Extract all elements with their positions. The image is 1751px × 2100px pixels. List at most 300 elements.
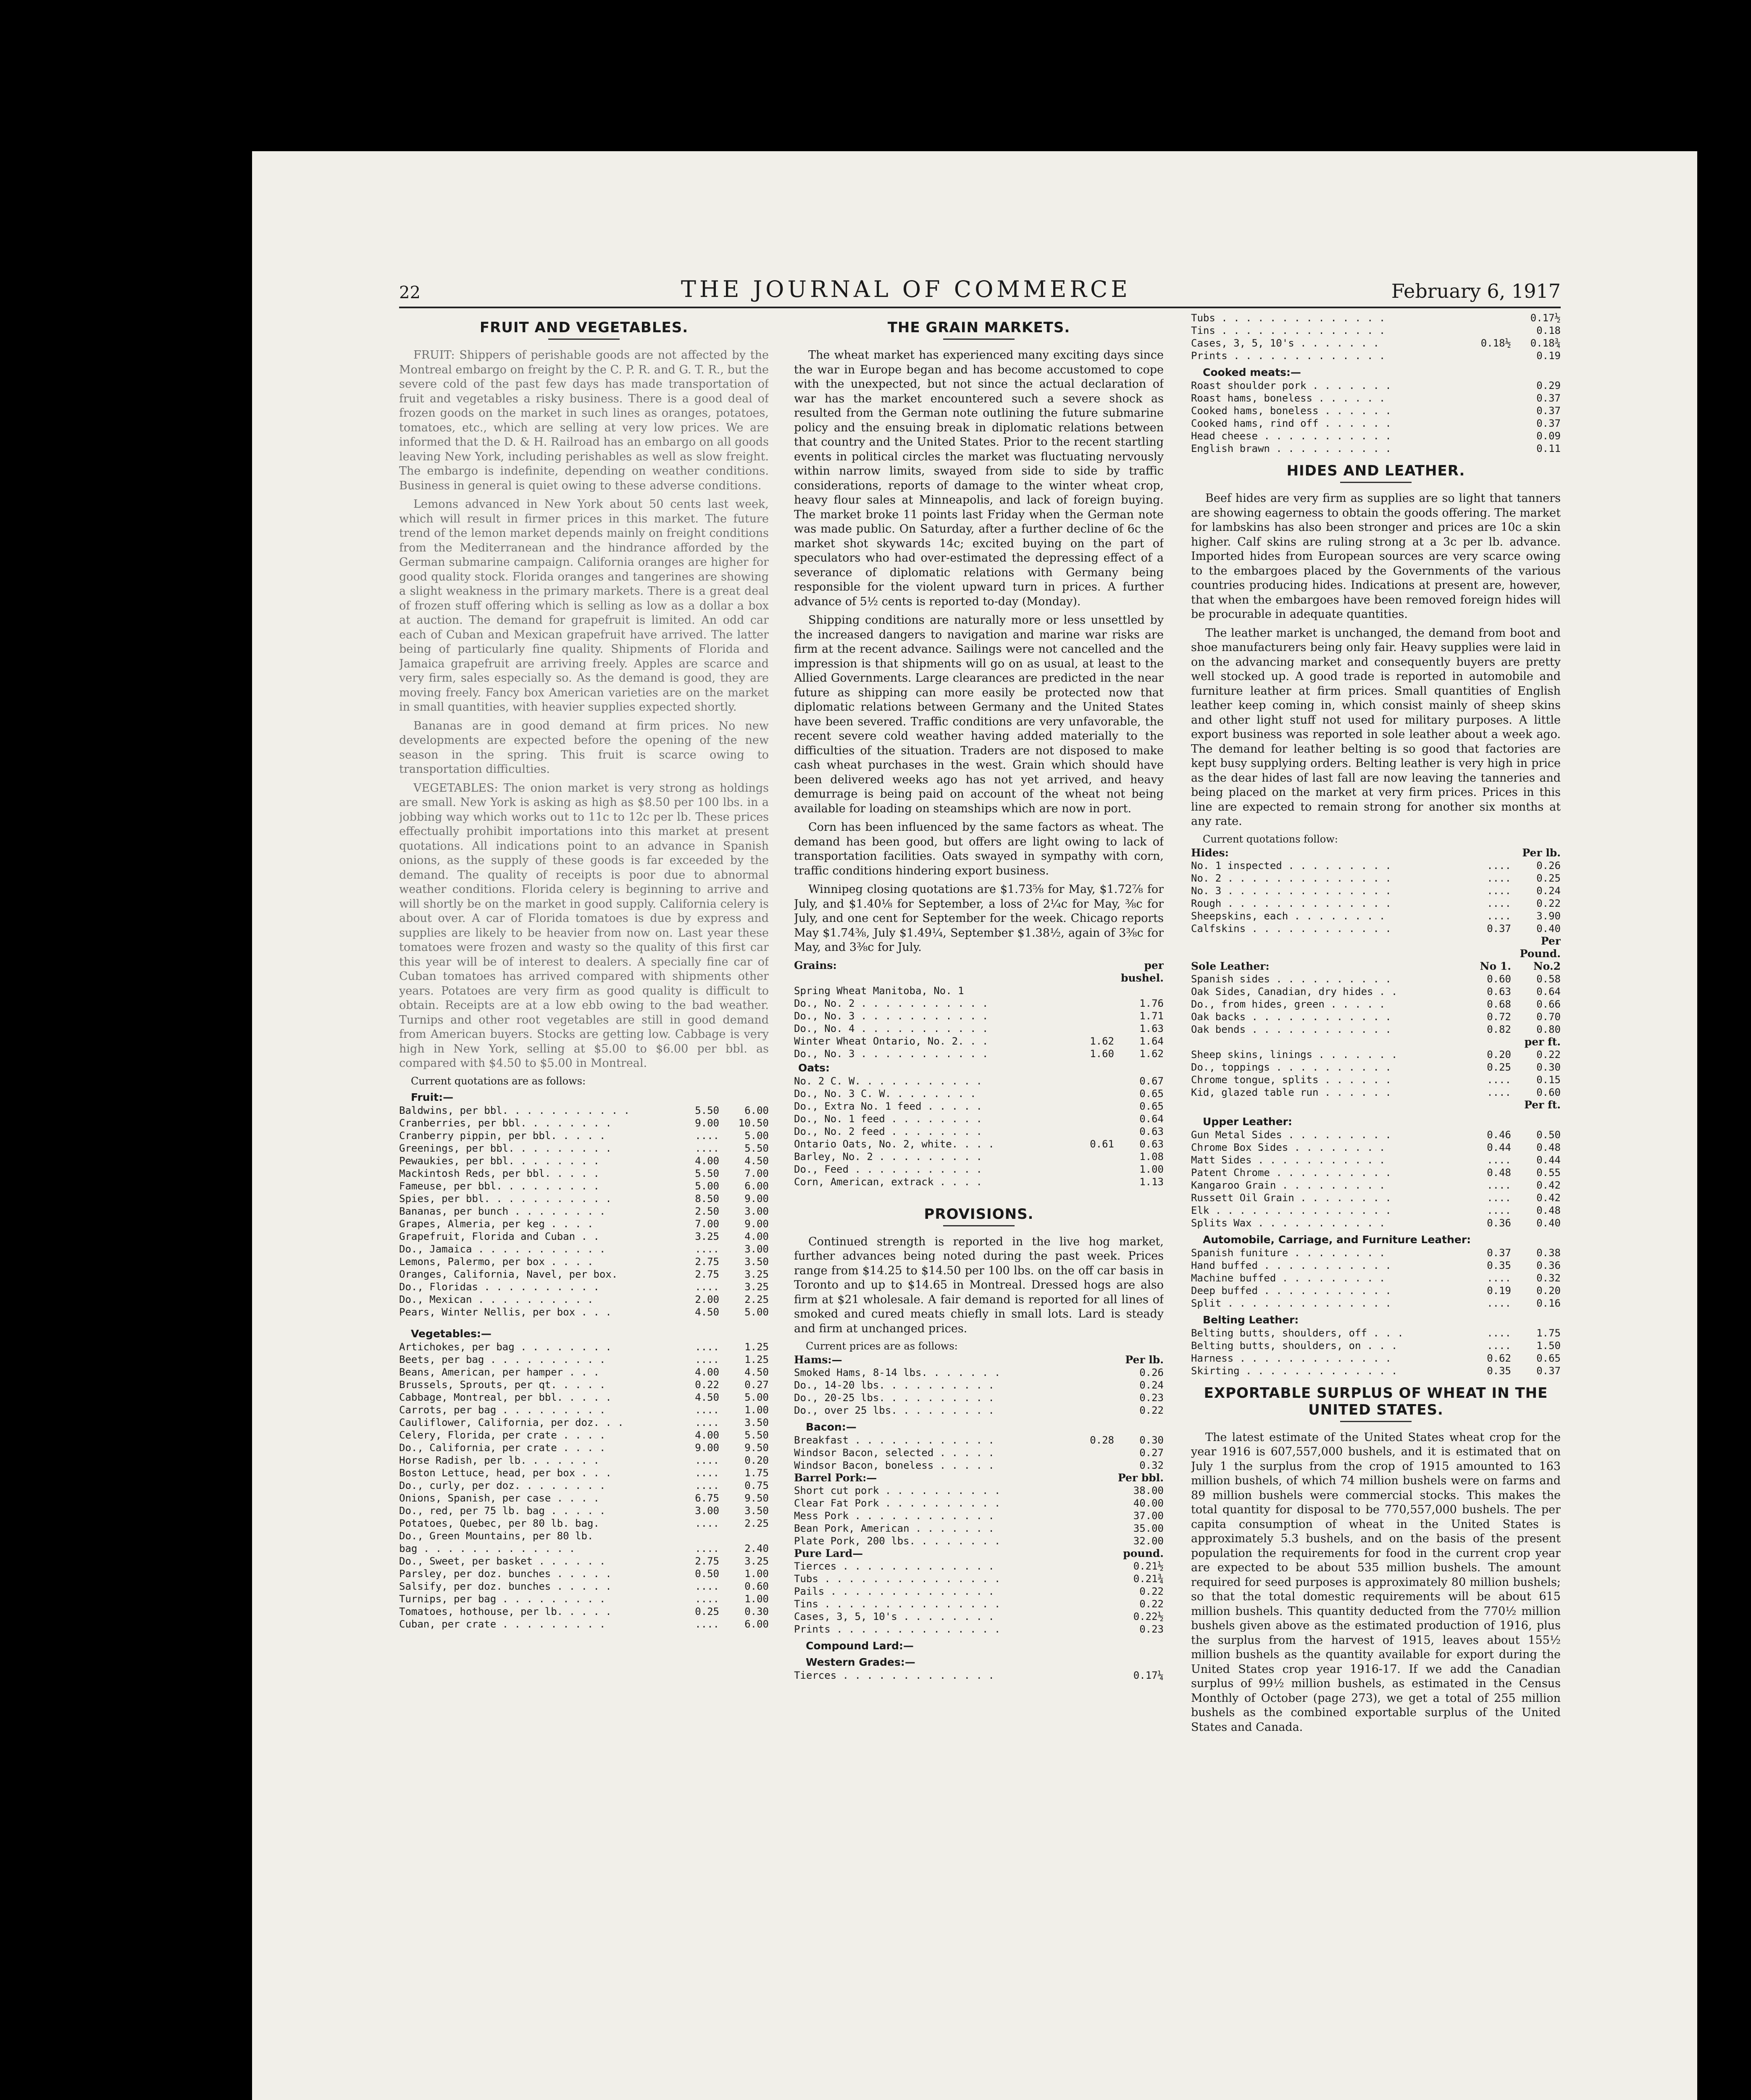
price-high: 0.21¾	[1133, 1573, 1164, 1585]
price-low: ....	[695, 1580, 719, 1592]
price-high: 0.24	[1536, 885, 1561, 897]
price-high: 0.22	[1139, 1586, 1164, 1597]
price-high: 2.25	[744, 1293, 769, 1305]
price-low: 0.63	[1487, 985, 1511, 998]
price-low: ....	[695, 1341, 719, 1353]
price-high: 0.64	[1536, 985, 1561, 998]
item-name: Do., No. 3 . . . . . . . . . . .	[794, 1047, 989, 1060]
price-low	[1068, 1509, 1114, 1522]
price-low: ....	[1487, 1086, 1511, 1098]
item-name: Cases, 3, 5, 10's . . . . . . .	[1191, 337, 1379, 349]
price-low	[1465, 379, 1511, 392]
item-name: Do., Floridas . . . . . . . . . .	[399, 1281, 599, 1293]
price-high: 0.67	[1139, 1075, 1164, 1087]
sole-leather-header	[1191, 960, 1561, 973]
sole-leather-table	[1191, 973, 1561, 1036]
price-low: ....	[695, 1479, 719, 1491]
price-low: ....	[1487, 1179, 1511, 1191]
fruit-heading: Fruit:—	[411, 1091, 454, 1103]
price-low: ....	[695, 1142, 719, 1154]
item-name: Do., Sweet, per basket . . . . . .	[399, 1555, 606, 1567]
vegetables-paragraph: VEGETABLES: The onion market is very strong as holdings are small. New York is asking as high as $8.50 per 100 lbs. in a jobbing way which works out to 11c to 12c per lb. These prices effectually prohibit importations into this market at present quotations. All indications point to an advance in Spanish onions, as the supply of these goods is far exceeded by the demand. The quality of receipts is poor due to abnormal weather conditions. Florida celery is beginning to arrive and will shortly be on the market in good supply. California celery is about over. A car of Florida tomatoes is due by express and supplies are likely to be heavier from now on. Last year these tomatoes were frozen and wasty so the quality of this first car this year will be of interest to dealers. A specially fine car of Cuban tomatoes has arrived compared with shipments other years. Potatoes are very firm as good quality is difficult to obtain. Receipts are at a low ebb owing to the bad weather. Turnips and other root vegetables are still in good demand from American buyers. Stocks are getting low. Cabbage is very high in New York, selling at $5.00 to $6.00 per bbl. as compared with $4.50 to $5.00 in Montreal.	[399, 781, 769, 1070]
price-low	[1068, 1176, 1114, 1188]
item-name: Tomatoes, hothouse, per lb. . . . .	[399, 1605, 612, 1617]
item-name: Do., Feed . . . . . . . . . . .	[794, 1163, 982, 1175]
price-high: 3.00	[744, 1205, 769, 1217]
column-1	[399, 312, 769, 2100]
fruit-paragraph: FRUIT: Shippers of perishable goods are not affected by the Montreal embargo on freight by the C. P. R. and G. T. R., but the severe cold of the past few days has made transportation of fruit and vegetables a risky business. There is a good deal of frozen goods on the market in such lines as oranges, potatoes, tomatoes, etc., which are selling at very low prices. We are informed that the D. & H. Railroad has an embargo on all goods leaving New York, including perishables as well as slow freight. The embargo is indefinite, depending on weather conditions. Business in general is quiet owing to these adverse conditions.	[399, 349, 769, 492]
price-low: 4.00	[695, 1155, 719, 1167]
price-low: 9.00	[695, 1117, 719, 1129]
price-high: 5.50	[744, 1142, 769, 1154]
item-name: Do., Jamaica . . . . . . . . . . .	[399, 1243, 606, 1255]
price-low: ....	[1487, 897, 1511, 909]
price-high: 0.65	[1536, 1352, 1561, 1364]
price-low	[1068, 984, 1114, 997]
price-high: 0.17½	[1530, 312, 1561, 324]
price-high: 0.26	[1536, 859, 1561, 872]
item-name: Sheepskins, each . . . . . . . .	[1191, 910, 1386, 922]
item-name: Cranberry pippin, per bbl. . . . .	[399, 1129, 606, 1142]
price-high: 0.66	[1536, 998, 1561, 1010]
price-high: 0.11	[1536, 443, 1561, 454]
cooked-meats-table	[1191, 379, 1561, 455]
hides-heading: Hides:	[1191, 846, 1229, 859]
vegetables-table	[399, 1341, 769, 1630]
price-low: 0.37	[1487, 1247, 1511, 1259]
price-low: ....	[1487, 885, 1511, 897]
pure-lard-heading: Pure Lard—	[794, 1547, 863, 1559]
price-high: 0.24	[1139, 1379, 1164, 1391]
price-high: 0.27	[744, 1378, 769, 1391]
price-high: 1.62	[1139, 1047, 1164, 1060]
price-low: ....	[1487, 1154, 1511, 1166]
price-low: 0.62	[1487, 1352, 1511, 1364]
title-rule	[1340, 482, 1412, 483]
per-lb-label: Per lb.	[1125, 1354, 1164, 1366]
price-high: 0.25	[1536, 872, 1561, 884]
price-high: 0.30	[1536, 1061, 1561, 1073]
price-high: 3.25	[744, 1281, 769, 1293]
price-high: 0.40	[1536, 922, 1561, 934]
price-low	[1465, 312, 1511, 324]
item-name: Horse Radish, per lb. . . . . . .	[399, 1454, 599, 1466]
item-name: Mackintosh Reds, per bbl. . . . .	[399, 1167, 599, 1179]
item-name: Celery, Florida, per crate . . . .	[399, 1429, 606, 1441]
price-low	[1465, 417, 1511, 430]
hides-title: HIDES AND LEATHER.	[1286, 462, 1465, 479]
price-low: ....	[1487, 910, 1511, 922]
compound-lard-heading: Compound Lard:—	[806, 1640, 914, 1652]
price-low	[1068, 1446, 1114, 1459]
item-name: Boston Lettuce, head, per box . . .	[399, 1467, 612, 1479]
item-name: Spanish sides . . . . . . . . . .	[1191, 973, 1391, 985]
price-low: 3.00	[695, 1504, 719, 1517]
price-low	[1068, 1585, 1114, 1598]
price-high: 6.00	[744, 1618, 769, 1630]
item-name: Head cheese . . . . . . . . . . .	[1191, 430, 1391, 442]
page-header	[399, 265, 1561, 302]
per-lb-label: Per lb.	[1522, 846, 1561, 859]
western-grades-heading: Western Grades:—	[806, 1656, 915, 1668]
barrel-table	[794, 1484, 1164, 1547]
item-name: Oranges, California, Navel, per box.	[399, 1268, 618, 1280]
price-high: 0.22½	[1133, 1611, 1164, 1622]
price-low: 1.60	[1090, 1047, 1114, 1060]
item-name: English brawn . . . . . . . . . .	[1191, 443, 1391, 454]
price-high: 3.00	[744, 1243, 769, 1255]
price-high: 2.25	[744, 1517, 769, 1529]
price-low	[1068, 1163, 1114, 1176]
price-high: 3.50	[744, 1504, 769, 1517]
price-high: 0.22	[1536, 897, 1561, 909]
price-low: ....	[1487, 1272, 1511, 1284]
price-low: 0.60	[1487, 973, 1511, 985]
item-name: Fameuse, per bbl. . . . . . . . .	[399, 1180, 599, 1192]
item-name: Do., No. 4 . . . . . . . . . . .	[794, 1022, 989, 1034]
price-high: 32.00	[1133, 1535, 1164, 1547]
grains-heading: Grains:	[794, 959, 837, 971]
price-low: 4.50	[695, 1306, 719, 1318]
item-name: Chrome tongue, splits . . . . . .	[1191, 1074, 1391, 1086]
price-low: 0.25	[1487, 1061, 1511, 1073]
price-low	[1068, 1075, 1114, 1087]
newspaper-page	[252, 151, 1697, 2100]
price-high: 0.18¾	[1530, 337, 1561, 349]
price-low: ....	[695, 1454, 719, 1466]
price-low	[1068, 1560, 1114, 1572]
item-name: Corn, American, extrack . . . .	[794, 1176, 982, 1188]
item-name: Oak backs . . . . . . . . . . . .	[1191, 1011, 1391, 1023]
item-name: Brussels, Sprouts, per qt. . . . .	[399, 1378, 606, 1391]
item-name: Do., 14-20 lbs. . . . . . . . . .	[794, 1379, 994, 1391]
hams-heading: Hams:—	[794, 1354, 842, 1366]
price-high: 38.00	[1133, 1485, 1164, 1496]
per-ft-header	[1191, 1036, 1561, 1048]
item-name: Tins . . . . . . . . . . . . . . .	[794, 1598, 1001, 1610]
price-high: 35.00	[1133, 1522, 1164, 1534]
price-low: 0.72	[1487, 1011, 1511, 1023]
price-high: 0.23	[1139, 1623, 1164, 1635]
price-low: 7.00	[695, 1218, 719, 1230]
auto-leather-table	[1191, 1247, 1561, 1310]
item-name: Artichokes, per bag . . . . . . . .	[399, 1341, 612, 1353]
price-low	[1068, 1522, 1114, 1535]
price-high: 0.48	[1536, 1204, 1561, 1216]
price-high: 3.25	[744, 1268, 769, 1280]
hides-paragraph-2: The leather market is unchanged, the demand from boot and shoe manufacturers being only fair. Heavy supplies were laid in on the advancing market and consequently buyers are pretty well stocked up. A good trade is reported in automobile and furniture leather at firm prices. Small quantities of English leather keep coming in, which consist mainly of sheep skins and other light stuff not used for military purposes. A little export business was reported in sole leather about a week ago. The demand for leather belting is so good that factories are kept busy supplying orders. Belting leather is very high in price as the dear hides of last fall are now leaving the tanneries and being placed on the market at very firm prices. Prices in this line are expected to remain strong for another six months at any rate.	[1191, 626, 1561, 828]
price-low: ....	[695, 1416, 719, 1428]
item-name: Mess Pork . . . . . . . . . . . .	[794, 1510, 994, 1522]
price-low	[1465, 392, 1511, 404]
price-high: 0.09	[1536, 430, 1561, 442]
price-high: 1.08	[1139, 1150, 1164, 1163]
item-name: Winter Wheat Ontario, No. 2. . .	[794, 1035, 989, 1047]
grain-paragraph-1: The wheat market has experienced many exciting days since the war in Europe began and has become accustomed to cope with the unexpected, but not since the actual declaration of war has the market encountered such a severe shock as resulted from the German note outlining the future submarine policy and the ensuing break in diplomatic relations between that country and the United States. Prior to the recent startling events in political circles the market was fluctuating nervously within narrow limits, swayed from side to side by traffic considerations, reports of damage to the winter wheat crop, heavy flour sales at Minneapolis, and lack of foreign buying. The market broke 11 points last Friday when the German note was made public. On Saturday, after a further decline of 6c the market shot skywards 14c; excited buying on the part of speculators who had over-estimated the depressing effect of a severance of diplomatic relations with Germany being responsible for the violent upward turn in prices. A further advance of 5½ cents is reported to-day (Monday).	[794, 349, 1164, 608]
price-low: ....	[695, 1517, 719, 1529]
price-high: 0.65	[1139, 1087, 1164, 1100]
price-low: ....	[695, 1353, 719, 1365]
item-name: Do., Mexican . . . . . . . . . .	[399, 1293, 594, 1305]
lemons-paragraph: Lemons advanced in New York about 50 cents last week, which will result in firmer prices in this market. The future trend of the lemon market depends mainly on freight conditions from the Mediterranean and the hindrance afforded by the German submarine campaign. California oranges are higher for good quality stock. Florida oranges and tangerines are showing a slight weakness in the primary markets. There is a great deal of frozen stuff offering which is selling as low as a dollar a box at auction. The demand for grapefruit is limited. An odd car each of Cuban and Mexican grapefruit have arrived. The latter being of particularly fine quality. Shipments of Florida and Jamaica grapefruit are arriving freely. Apples are scarce and very firm, sales especially so. As the demand is good, they are moving freely. Fancy box American varieties are on the market in small quantities, with heavier supplies expected shortly.	[399, 498, 769, 714]
compound-table	[794, 1669, 1164, 1682]
price-low: 3.25	[695, 1230, 719, 1242]
price-low: 0.36	[1487, 1217, 1511, 1229]
item-name: Do., Green Mountains, per 80 lb.	[399, 1530, 594, 1542]
item-name: Grapefruit, Florida and Cuban . .	[399, 1230, 599, 1242]
price-high: 5.00	[744, 1391, 769, 1403]
price-low: 0.35	[1487, 1259, 1511, 1271]
price-low	[1068, 1125, 1114, 1138]
price-low: ....	[695, 1129, 719, 1142]
item-name: Windsor Bacon, selected . . . . .	[794, 1447, 994, 1459]
upper-leather-table	[1191, 1129, 1561, 1229]
provisions-title: PROVISIONS.	[924, 1205, 1034, 1223]
price-low: ....	[695, 1467, 719, 1479]
price-high: 0.58	[1536, 973, 1561, 985]
price-low: ....	[1487, 859, 1511, 872]
price-high: 0.29	[1536, 380, 1561, 391]
price-high: 0.63	[1139, 1138, 1164, 1150]
price-high: 0.30	[744, 1605, 769, 1617]
hides-table	[1191, 859, 1561, 935]
header-rule	[399, 307, 1561, 308]
grain-paragraph-4: Winnipeg closing quotations are $1.73⅝ for May, $1.72⅞ for July, and $1.40⅛ for September, a loss of 2¼c for May, ⅜c for July, and one cent for September for the week. Chicago reports May $1.74⅜, July $1.49¼, September $1.38½, again of 3⅜c for May, and 3⅜c for July.	[794, 883, 1164, 954]
per-ft2-label: Per ft.	[1524, 1098, 1561, 1111]
per-pound-header	[1191, 935, 1561, 960]
fruit-table	[399, 1104, 769, 1318]
price-low: 4.50	[695, 1391, 719, 1403]
price-low	[1068, 1669, 1114, 1682]
price-high: 0.42	[1536, 1179, 1561, 1191]
oats-heading: Oats:	[798, 1061, 830, 1074]
price-high: 0.37	[1536, 392, 1561, 404]
price-high: 0.65	[1139, 1100, 1164, 1112]
oats-table	[794, 1075, 1164, 1188]
price-high: 5.50	[744, 1429, 769, 1441]
grains-table	[794, 984, 1164, 1060]
price-low	[673, 1530, 719, 1542]
per-ft-label: per ft.	[1524, 1035, 1561, 1048]
price-high: 0.37	[1536, 417, 1561, 429]
price-high: 0.38	[1536, 1247, 1561, 1259]
price-low	[1068, 1598, 1114, 1610]
item-name: Salsify, per doz. bunches . . . . .	[399, 1580, 612, 1592]
price-high: 3.90	[1536, 910, 1561, 922]
price-high: 0.27	[1139, 1447, 1164, 1459]
price-high: 4.50	[744, 1155, 769, 1167]
item-name: Sheep skins, linings . . . . . . .	[1191, 1048, 1398, 1060]
price-low: 0.25	[695, 1605, 719, 1617]
price-high: 0.32	[1139, 1460, 1164, 1471]
title-rule	[1340, 1421, 1412, 1422]
price-low: ....	[1487, 1327, 1511, 1339]
item-name: Beans, American, per hamper . . .	[399, 1366, 599, 1378]
item-name: Cases, 3, 5, 10's . . . . . . . .	[794, 1611, 994, 1622]
price-low: 0.46	[1487, 1129, 1511, 1141]
item-name: Grapes, Almeria, per keg . . . .	[399, 1218, 594, 1230]
item-name: Deep buffed . . . . . . . . . . .	[1191, 1284, 1391, 1297]
column-2	[794, 312, 1164, 2100]
price-high: 0.22	[1139, 1598, 1164, 1610]
item-name: Turnips, per bag . . . . . . . . .	[399, 1593, 606, 1605]
item-name: Gun Metal Sides . . . . . . . . .	[1191, 1129, 1391, 1141]
price-low: ....	[695, 1618, 719, 1630]
belting-leather-table	[1191, 1327, 1561, 1377]
price-low: ....	[1487, 1297, 1511, 1309]
item-name: Plate Pork, 200 lbs. . . . . . . .	[794, 1535, 1001, 1547]
price-low	[1068, 1100, 1114, 1113]
price-high: 1.00	[744, 1404, 769, 1416]
surplus-paragraph: The latest estimate of the United States wheat crop for the year 1916 is 607,557,000 bushels, and it is estimated that on July 1 the surplus from the crop of 1915 amounted to 163 million bushels, of which 74 million bushels were on farms and 89 million bushels were commercial stocks. This makes the total quantity for disposal to be 770,557,000 bushels. The per capita consumption of wheat in the United States is approximately 5.3 bushels, and on the basis of the present population the requirements for food in the current crop year are expected to be about 535 million bushels. The amount required for seed purposes is approximately 80 million bushels; so that the total domestic requirements will be about 615 million bushels. This quantity deducted from the 770½ million bushels given above as the estimated production of 1916, plus the surplus from the harvest of 1915, leaves about 155½ million bushels as the quantity available for export during the United States crop year 1916-17. If we add the Canadian surplus of 99½ million bushels, as estimated in the Census Monthly of October (page 273), we get a total of 255 million bushels as the combined exportable surplus of the United States and Canada.	[1191, 1431, 1561, 1734]
price-low: 2.75	[695, 1268, 719, 1280]
price-high: 0.32	[1536, 1272, 1561, 1284]
price-high: 0.60	[1536, 1086, 1561, 1098]
issue-date: February 6, 1917	[1391, 280, 1561, 302]
item-name: Split . . . . . . . . . . . . . .	[1191, 1297, 1391, 1309]
item-name: Oak bends . . . . . . . . . . . .	[1191, 1023, 1391, 1035]
price-high: 0.18	[1536, 325, 1561, 336]
item-name: Bean Pork, American . . . . . . .	[794, 1522, 994, 1534]
item-name: No. 1 inspected . . . . . . . . .	[1191, 859, 1391, 872]
price-high: 0.42	[1536, 1192, 1561, 1204]
item-name: Lemons, Palermo, per box . . . .	[399, 1255, 594, 1268]
hides-paragraph-1: Beef hides are very firm as supplies are so light that tanners are showing eagerness to obtain the goods offering. The market for lambskins has also been stronger and prices are 10c a skin higher. Calf skins are ruling strong at a 3c per lb. advance. Imported hides from European sources are very scarce owing to the embargoes placed by the Governments of the various countries producing hides. Indications at present are, however, that when the embargoes have been removed foreign hides will be procurable in adequate quantities.	[1191, 492, 1561, 621]
price-low: 0.68	[1487, 998, 1511, 1010]
price-high: 40.00	[1133, 1497, 1164, 1509]
price-low	[1068, 1113, 1114, 1125]
price-low: ....	[1487, 1074, 1511, 1086]
item-name: Prints . . . . . . . . . . . . .	[1191, 350, 1386, 362]
price-high: 3.25	[744, 1555, 769, 1567]
title-rule	[943, 339, 1015, 340]
item-name: Cooked hams, rind off . . . . . .	[1191, 417, 1391, 429]
price-high: 1.25	[744, 1353, 769, 1365]
item-name: Do., California, per crate . . . .	[399, 1441, 606, 1454]
item-name: Baldwins, per bbl. . . . . . . . . . .	[399, 1104, 630, 1116]
price-high	[723, 1530, 769, 1542]
item-name: Matt Sides . . . . . . . . . . .	[1191, 1154, 1386, 1166]
price-high: 0.75	[744, 1479, 769, 1491]
price-low: 4.00	[695, 1366, 719, 1378]
hides-header	[1191, 847, 1561, 859]
price-low	[1068, 1366, 1114, 1379]
price-high: 1.64	[1139, 1035, 1164, 1047]
item-name: Potatoes, Quebec, per 80 lb. bag.	[399, 1517, 599, 1529]
price-high: 0.22	[1139, 1404, 1164, 1416]
price-low: 5.50	[695, 1167, 719, 1179]
price-low: 0.22	[695, 1378, 719, 1391]
fruit-vegetables-title: FRUIT AND VEGETABLES.	[479, 319, 689, 336]
price-low: 0.19	[1487, 1284, 1511, 1297]
price-low: 0.18½	[1480, 337, 1511, 349]
item-name: No. 2 . . . . . . . . . . . . . .	[1191, 872, 1391, 884]
item-name: Hand buffed . . . . . . . . . . .	[1191, 1259, 1391, 1271]
price-high: 1.00	[744, 1567, 769, 1580]
price-high: 1.25	[744, 1341, 769, 1353]
item-name: Spring Wheat Manitoba, No. 1	[794, 984, 964, 997]
grain-paragraph-2: Shipping conditions are naturally more or less unsettled by the increased dangers to navigation and marine war risks are firm at the recent advance. Sailings were not cancelled and the impression is that shipments will go on as usual, at least to the Allied Governments. Large clearances are predicted in the near future as shipping can more easily be protected now that diplomatic relations between Germany and the United States have been severed. Traffic conditions are very unfavorable, the recent severe cold weather having added materially to the difficulties of the situation. Traders are not disposed to make cash wheat purchases in the west. Grain which should have been delivered weeks ago has not yet arrived, and heavy demurrage is being paid on account of the wheat not being available for loading on steamships which are now in port.	[794, 614, 1164, 815]
item-name: Do., No. 3 . . . . . . . . . . .	[794, 1010, 989, 1022]
item-name: Harness . . . . . . . . . . . . .	[1191, 1352, 1391, 1364]
sheep-skins-table	[1191, 1048, 1561, 1099]
price-high: 0.63	[1139, 1125, 1164, 1137]
item-name: Do., over 25 lbs. . . . . . . . .	[794, 1404, 994, 1416]
per-ft2-header	[1191, 1099, 1561, 1111]
price-high: 0.48	[1536, 1141, 1561, 1153]
price-low: 0.35	[1487, 1365, 1511, 1377]
item-name: Machine buffed . . . . . . . . .	[1191, 1272, 1386, 1284]
price-high: 0.37	[1536, 1365, 1561, 1377]
column-3	[1191, 312, 1561, 2100]
price-high: 4.50	[744, 1366, 769, 1378]
price-low: ....	[1487, 872, 1511, 884]
item-name: Tins . . . . . . . . . . . . . .	[1191, 325, 1386, 336]
item-name: Do., No. 1 feed . . . . . . . .	[794, 1113, 982, 1125]
price-low: 2.75	[695, 1255, 719, 1268]
pure-lard-table	[794, 1560, 1164, 1635]
item-name: Cooked hams, boneless . . . . . .	[1191, 405, 1391, 417]
item-name: Onions, Spanish, per case . . . .	[399, 1492, 599, 1504]
price-high: 0.36	[1536, 1259, 1561, 1271]
price-high: 5.00	[744, 1306, 769, 1318]
item-name: Rough . . . . . . . . . . . . . .	[1191, 897, 1391, 909]
pure-lard-header	[794, 1547, 1164, 1560]
price-low: 0.20	[1487, 1048, 1511, 1060]
item-name: Clear Fat Pork . . . . . . . . . .	[794, 1497, 1001, 1509]
item-name: Do., toppings . . . . . . . . . .	[1191, 1061, 1391, 1073]
item-name: Roast hams, boneless . . . . . .	[1191, 392, 1386, 404]
item-name: No. 3 . . . . . . . . . . . . . .	[1191, 885, 1391, 897]
title-rule	[548, 339, 620, 340]
price-low: 2.50	[695, 1205, 719, 1217]
price-high: 1.13	[1139, 1176, 1164, 1188]
price-low	[1068, 1022, 1114, 1035]
item-name: Tierces . . . . . . . . . . . . .	[794, 1670, 994, 1681]
item-name: Calfskins . . . . . . . . . . . .	[1191, 922, 1391, 934]
price-low	[1068, 1535, 1114, 1547]
item-name: Cabbage, Montreal, per bbl. . . . .	[399, 1391, 612, 1403]
hides-intro: Current quotations follow:	[1203, 833, 1338, 845]
price-low: ....	[1487, 1192, 1511, 1204]
price-high: 0.16	[1536, 1297, 1561, 1309]
price-high: 0.23	[1139, 1392, 1164, 1404]
price-low	[1465, 442, 1511, 455]
price-high: 1.75	[744, 1467, 769, 1479]
price-high: 3.50	[744, 1416, 769, 1428]
surplus-title: EXPORTABLE SURPLUS OF WHEAT IN THE UNITED STATES.	[1204, 1384, 1548, 1418]
price-high: 1.50	[1536, 1339, 1561, 1352]
barrel-header	[794, 1472, 1164, 1484]
price-low	[1465, 349, 1511, 362]
price-low	[1068, 1010, 1114, 1022]
per-bushel-label: per bushel.	[1120, 959, 1164, 984]
item-name: Do., red, per 75 lb. bag . . . . .	[399, 1504, 606, 1517]
cooked-meats-heading: Cooked meats:—	[1203, 366, 1301, 378]
price-high: 9.50	[744, 1492, 769, 1504]
price-high: 0.20	[744, 1454, 769, 1466]
price-low: 9.00	[695, 1441, 719, 1454]
price-high: 0.15	[1536, 1074, 1561, 1086]
item-name: Belting butts, shoulders, off . . .	[1191, 1327, 1404, 1339]
item-name: Beets, per bag . . . . . . . . . .	[399, 1353, 606, 1365]
auto-leather-heading: Automobile, Carriage, and Furniture Leather:	[1203, 1233, 1471, 1246]
per-bbl-label: Per bbl.	[1117, 1472, 1164, 1484]
item-name: Kid, glazed table run . . . . . .	[1191, 1086, 1391, 1098]
price-high: 0.19	[1536, 350, 1561, 362]
item-name: Do., No. 2 feed . . . . . . . .	[794, 1125, 982, 1137]
price-low: 0.28	[1090, 1434, 1114, 1446]
